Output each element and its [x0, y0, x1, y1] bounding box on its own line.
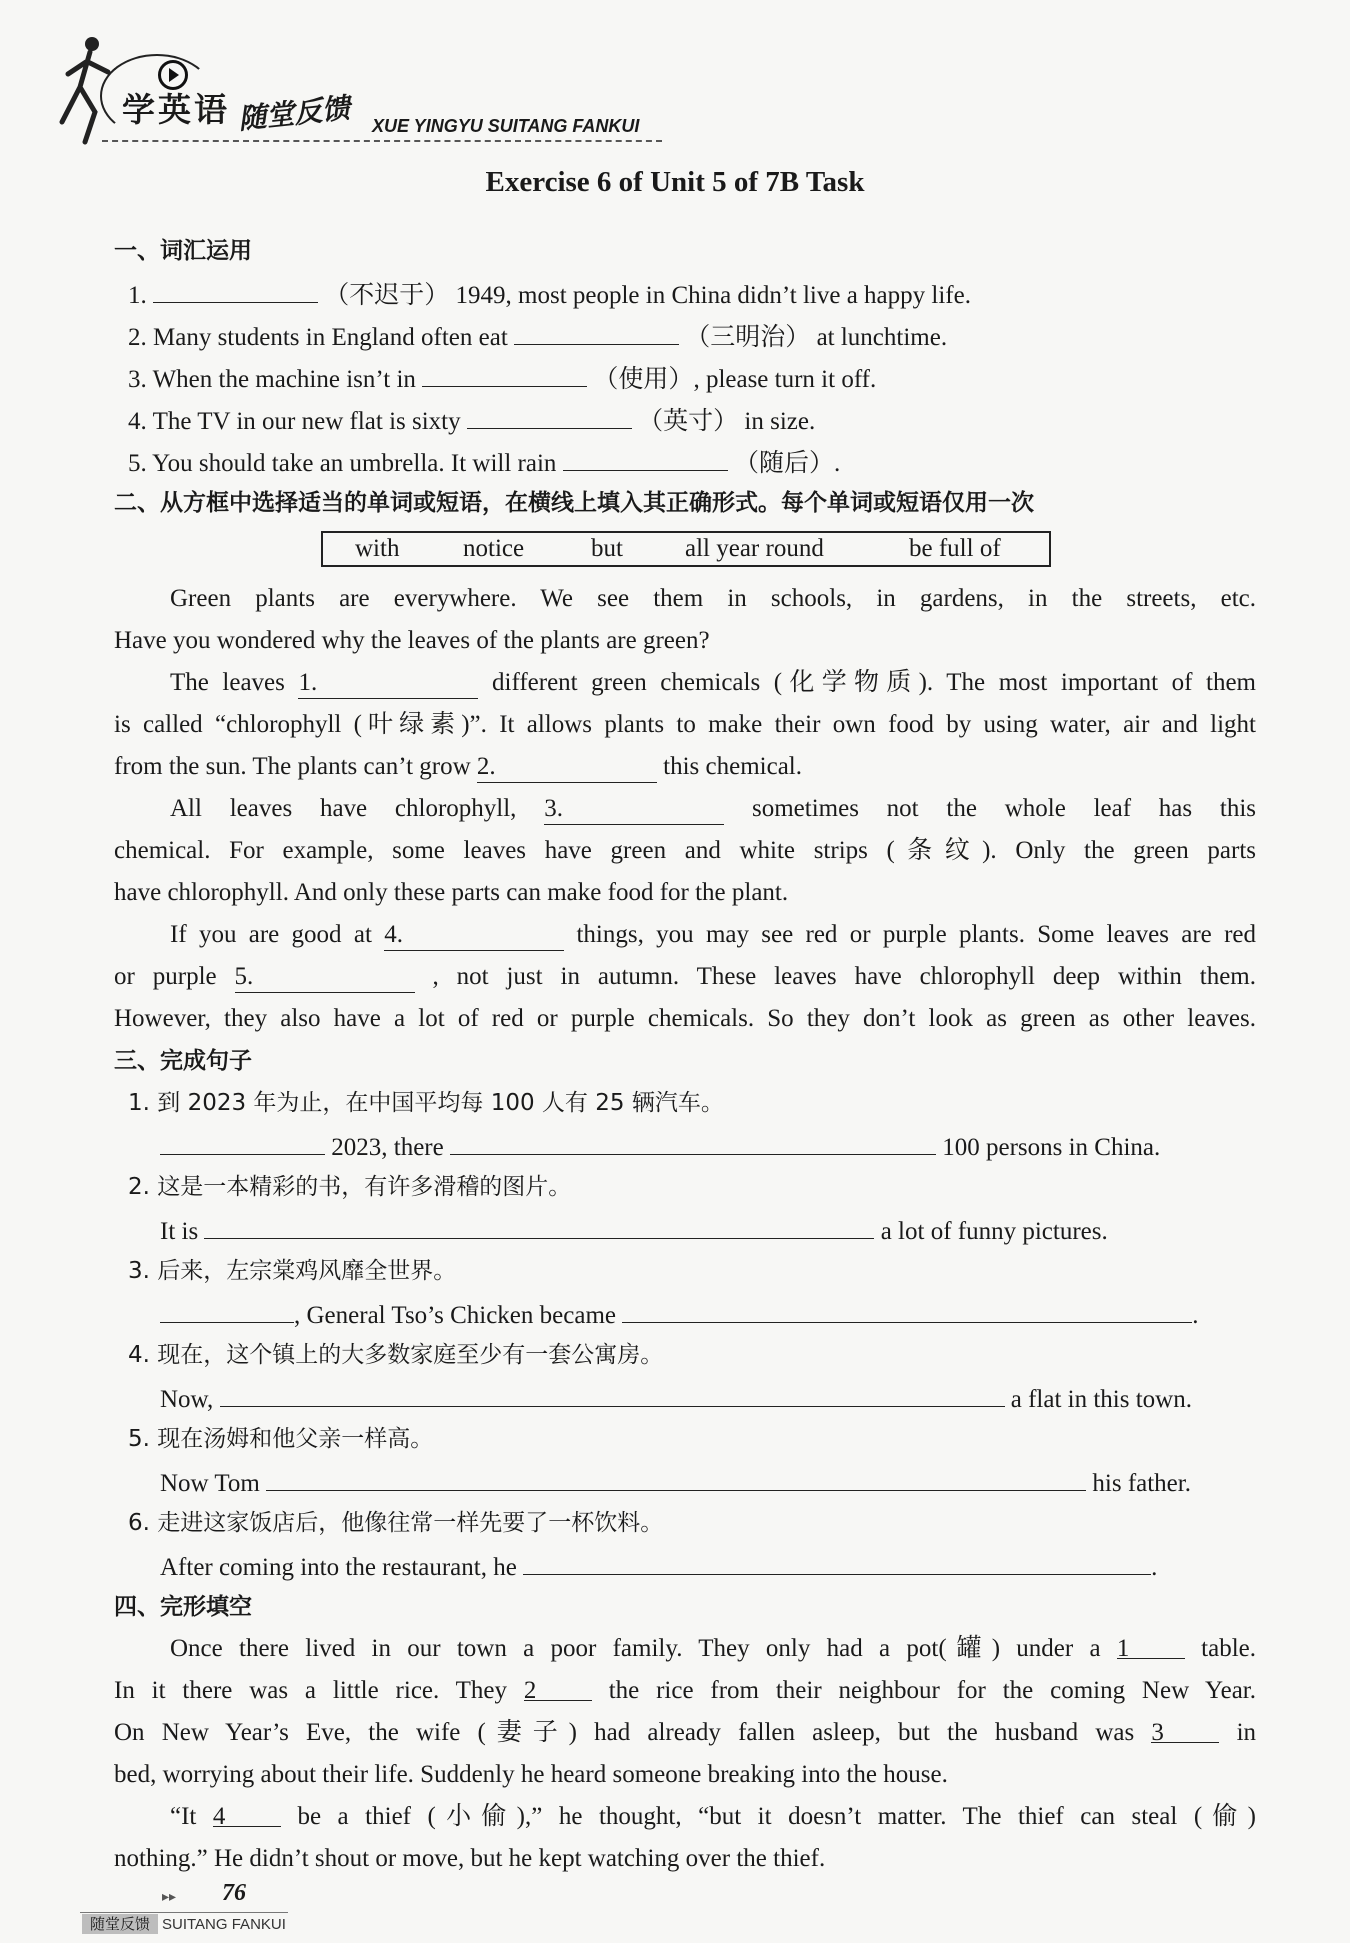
blank-number: 4 [212, 1803, 226, 1830]
cloze-line [114, 1676, 1256, 1706]
vocab-item-5 [128, 446, 840, 479]
cloze-blank-1[interactable] [1116, 1634, 1185, 1662]
cloze-line: nothing.” He didn’t shout or move, but he kept watching over the thief. [114, 1845, 826, 1872]
cloze-text: table. [1201, 1635, 1257, 1662]
sentence-text-post: 100 persons in China. [942, 1134, 1161, 1161]
blank-number: 1. [298, 669, 318, 696]
sentence-text-pre: 2023, there [331, 1134, 444, 1161]
vocab-text-post: in size. [744, 408, 816, 435]
blank-number: 3. [544, 795, 563, 822]
answer-blank[interactable] [422, 362, 587, 387]
double-arrow-icon: ▸▸ [162, 1889, 177, 1905]
sentence-text-pre: Now Tom [160, 1470, 260, 1497]
sentence-text-pre: , General Tso’s Chicken became [294, 1302, 616, 1329]
passage-blank-2[interactable] [477, 752, 657, 783]
cloze-text: be a thief (小偷),” he thought, “but it doesn’t matter. The thief can steal (偷) [297, 1803, 1257, 1830]
cloze-blank-4[interactable] [212, 1802, 281, 1830]
answer-blank[interactable] [514, 320, 679, 345]
answer-blank[interactable] [266, 1466, 1086, 1491]
passage-blank-4[interactable] [384, 920, 564, 951]
answer-blank[interactable] [160, 1130, 325, 1155]
passage-line: have chlorophyll. And only these parts can make food for the plant. [114, 879, 789, 906]
sentence-text-post: . [1192, 1302, 1199, 1329]
passage-blank-1[interactable] [298, 668, 478, 699]
sentence-text-post: his father. [1092, 1470, 1191, 1497]
vocab-text-post: , please turn it off. [693, 366, 877, 393]
passage-line: Have you wondered why the leaves of the plants are green? [114, 627, 710, 654]
cloze-text: “It [170, 1803, 197, 1830]
sentence-prompt-3: 3. 后来，左宗棠鸡风靡全世界。 [128, 1258, 457, 1284]
sentence-answer-6 [160, 1550, 1157, 1583]
sentence-prompt-2: 2. 这是一本精彩的书，有许多滑稽的图片。 [128, 1174, 572, 1200]
vocab-hint: （英寸） [638, 408, 739, 435]
vocab-number: 3. [128, 366, 147, 393]
word-box-item: all year round [685, 535, 824, 562]
section-heading-vocab: 一、词汇运用 [114, 238, 252, 264]
sentence-prompt-1: 1. 到 2023 年为止，在中国平均每 100 人有 25 辆汽车。 [128, 1090, 724, 1116]
passage-line: However, they also have a lot of red or purple chemicals. So they don’t look as green as other leaves. [114, 1005, 1256, 1032]
section-heading-word-box: 二、从方框中选择适当的单词或短语，在横线上填入其正确形式。每个单词或短语仅用一次 [114, 490, 1034, 516]
vocab-text-post: . [833, 450, 841, 477]
word-box-item: be full of [909, 535, 1001, 562]
passage-text: The leaves [170, 669, 285, 696]
cloze-blank-2[interactable] [523, 1676, 592, 1704]
vocab-item-4 [128, 404, 815, 437]
sentence-prompt-6: 6. 走进这家饭店后，他像往常一样先要了一杯饮料。 [128, 1510, 664, 1536]
vocab-item-2 [128, 320, 947, 353]
page-number: 76 [222, 1880, 246, 1906]
header-divider [102, 140, 662, 142]
vocab-text-pre: When the machine isn’t in [152, 366, 416, 393]
header-brand-cn: 学英语 [122, 90, 230, 129]
sentence-answer-2 [160, 1214, 1108, 1247]
vocab-number: 4. [128, 408, 147, 435]
blank-number: 5. [234, 963, 254, 990]
section-heading-sentences: 三、完成句子 [114, 1048, 252, 1074]
footer-latin: SUITANG FANKUI [162, 1916, 286, 1933]
sentence-text-pre: Now, [160, 1386, 214, 1413]
cloze-blank-3[interactable] [1151, 1718, 1219, 1746]
vocab-text-post: 1949, most people in China didn’t live a happy life. [455, 282, 971, 309]
word-box [321, 531, 1051, 567]
passage-text: All leaves have chlorophyll, [170, 795, 517, 822]
answer-blank[interactable] [450, 1130, 936, 1155]
passage-text: from the sun. The plants can’t grow [114, 753, 471, 780]
sentence-text-post: a flat in this town. [1010, 1386, 1192, 1413]
passage-line [114, 962, 1256, 993]
blank-number: 3 [1151, 1719, 1164, 1746]
footer-label: 随堂反馈 [82, 1914, 158, 1934]
sentence-answer-4 [160, 1382, 1192, 1415]
sentence-text-pre: After coming into the restaurant, he [160, 1554, 517, 1581]
answer-blank[interactable] [523, 1550, 1151, 1575]
vocab-text-pre: You should take an umbrella. It will rain [152, 450, 557, 477]
sentence-text-pre: It is [160, 1218, 199, 1245]
passage-text: things, you may see red or purple plants. Some leaves are red [576, 921, 1256, 948]
vocab-number: 5. [128, 450, 147, 477]
answer-blank[interactable] [220, 1382, 1005, 1407]
passage-text: sometimes not the whole leaf has this [751, 795, 1257, 822]
cloze-line [114, 1718, 1256, 1748]
cloze-text: On New Year’s Eve, the wife (妻子) had already fallen asleep, but the husband was [114, 1719, 1135, 1746]
blank-number: 2. [476, 753, 496, 780]
passage-line [114, 752, 802, 783]
answer-blank[interactable] [160, 1298, 294, 1323]
answer-blank[interactable] [467, 404, 632, 429]
vocab-hint: （不迟于） [324, 282, 450, 309]
word-box-item: but [591, 535, 623, 562]
passage-blank-5[interactable] [235, 962, 415, 993]
vocab-item-3 [128, 362, 876, 395]
vocab-text-post: at lunchtime. [816, 324, 948, 351]
vocab-number: 2. [128, 324, 147, 351]
passage-line [170, 920, 1256, 951]
page-header [40, 20, 680, 140]
sentence-answer-3 [160, 1298, 1199, 1331]
vocab-text-pre: The TV in our new flat is sixty [152, 408, 461, 435]
sentence-prompt-5: 5. 现在汤姆和他父亲一样高。 [128, 1426, 434, 1452]
sentence-answer-5 [160, 1466, 1191, 1499]
footer-divider [80, 1912, 288, 1913]
passage-text: this chemical. [663, 753, 802, 780]
passage-text: If you are good at [170, 921, 372, 948]
vocab-hint: （使用） [593, 366, 694, 393]
passage-line [170, 668, 1256, 699]
blank-number: 2 [523, 1677, 537, 1704]
cloze-line [170, 1802, 1256, 1832]
header-brand-latin: XUE YINGYU SUITANG FANKUI [372, 116, 640, 136]
passage-line: is called “chlorophyll (叶绿素)”. It allows plants to make their own food by using water, air and light [114, 711, 1256, 738]
passage-line [170, 794, 1256, 825]
header-brand-cn-sub: 随堂反馈 [236, 91, 352, 136]
blank-number: 4. [384, 921, 403, 948]
passage-line: Green plants are everywhere. We see them in schools, in gardens, in the streets, etc. [170, 585, 1256, 612]
passage-blank-3[interactable] [544, 794, 724, 825]
word-box-item: notice [463, 535, 525, 562]
answer-blank[interactable] [563, 446, 728, 471]
vocab-number: 1. [128, 282, 147, 309]
vocab-text-pre: Many students in England often eat [153, 324, 508, 351]
answer-blank[interactable] [622, 1298, 1192, 1323]
passage-text: or purple [114, 963, 217, 990]
sentence-answer-1 [160, 1130, 1160, 1163]
cloze-text: the rice from their neighbour for the coming New Year. [608, 1677, 1256, 1704]
vocab-hint: （三明治） [685, 324, 811, 351]
sentence-prompt-4: 4. 现在，这个镇上的大多数家庭至少有一套公寓房。 [128, 1342, 664, 1368]
cloze-text: Once there lived in our town a poor family. They only had a pot(罐) under a [170, 1635, 1101, 1662]
sentence-text-post: a lot of funny pictures. [880, 1218, 1108, 1245]
cloze-text: In it there was a little rice. They [114, 1677, 508, 1704]
cloze-line [170, 1634, 1256, 1664]
passage-line: chemical. For example, some leaves have green and white strips (条纹). Only the green parts [114, 837, 1256, 864]
vocab-hint: （随后） [733, 450, 834, 477]
vocab-item-1 [128, 278, 971, 311]
passage-text: , not just in autumn. These leaves have chlorophyll deep within them. [432, 963, 1256, 990]
page-title: Exercise 6 of Unit 5 of 7B Task [485, 166, 865, 198]
word-box-item: with [355, 535, 400, 562]
section-heading-cloze: 四、完形填空 [114, 1594, 252, 1620]
sentence-text-post: . [1151, 1554, 1158, 1581]
blank-number: 1 [1116, 1635, 1130, 1662]
answer-blank[interactable] [153, 278, 318, 303]
cloze-line: bed, worrying about their life. Suddenly he heard someone breaking into the house. [114, 1761, 948, 1788]
cloze-text: in [1236, 1719, 1257, 1746]
answer-blank[interactable] [204, 1214, 874, 1239]
passage-text: different green chemicals (化学物质). The most important of them [492, 669, 1257, 696]
